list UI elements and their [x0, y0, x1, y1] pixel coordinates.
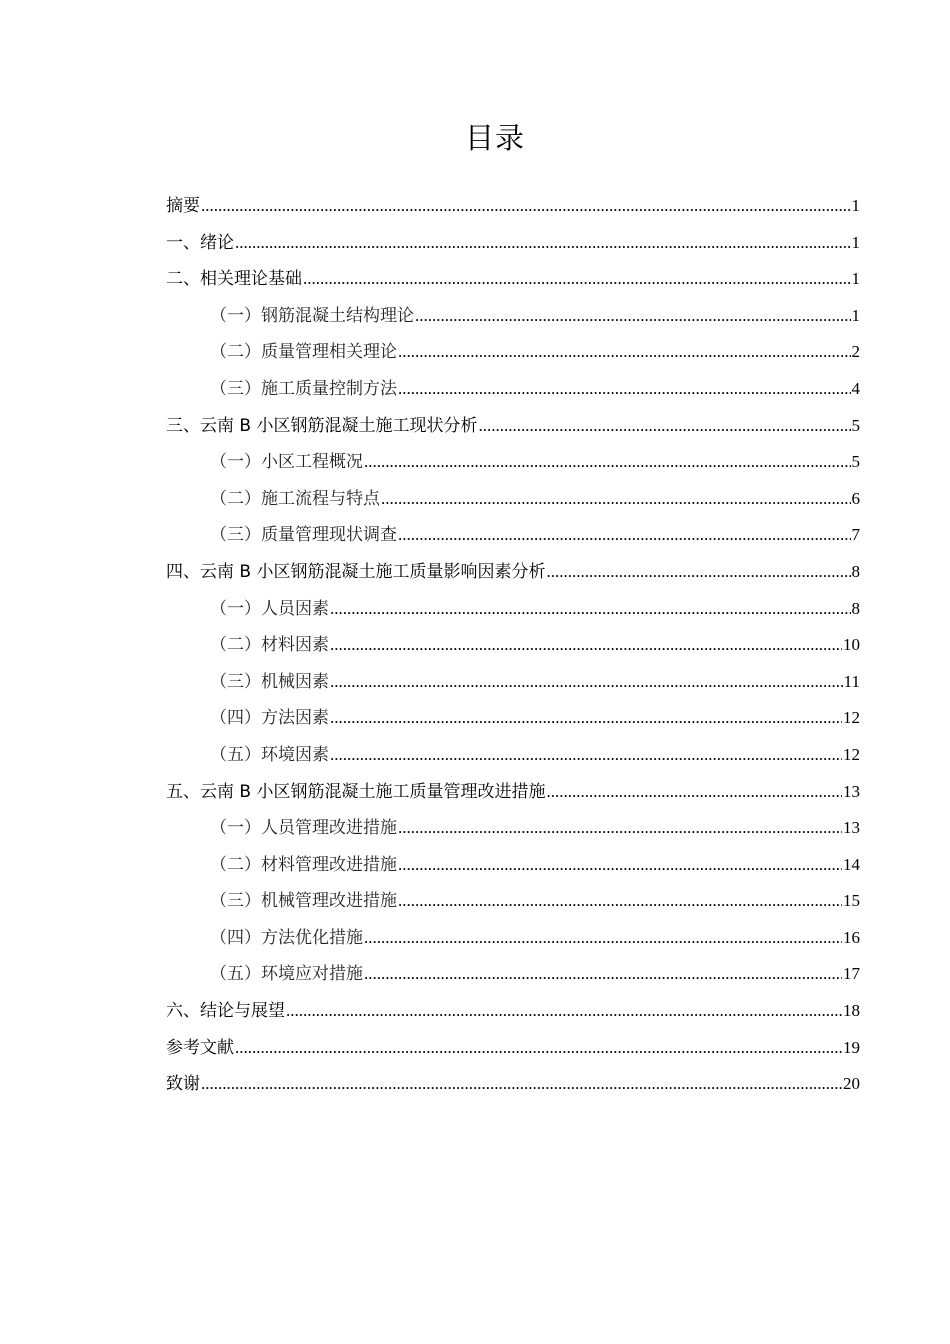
toc-dot-leader: [398, 517, 851, 554]
toc-page-number: 1: [851, 269, 860, 289]
toc-subentry[interactable]: [166, 847, 860, 884]
toc-page-number: 15: [843, 891, 860, 911]
toc-entry[interactable]: [166, 225, 860, 262]
toc-entry-label: （一）钢筋混凝土结构理论: [210, 305, 414, 326]
toc-page-number: 5: [851, 452, 860, 472]
toc-subentry[interactable]: [166, 627, 860, 664]
toc-page-number: 16: [843, 927, 860, 947]
toc-page-number: 1: [851, 196, 860, 215]
toc-entry[interactable]: [166, 993, 860, 1030]
toc-entry[interactable]: [166, 188, 860, 225]
toc-subentry[interactable]: [166, 883, 860, 920]
toc-subentry[interactable]: [166, 298, 860, 335]
toc-dot-leader: [201, 188, 851, 225]
toc-entry-label: （五）环境因素: [210, 744, 329, 765]
toc-subentry[interactable]: [166, 444, 860, 481]
toc-page-number: 1: [851, 305, 860, 325]
page-title: 目录: [464, 121, 525, 155]
toc-page-number: 17: [843, 964, 860, 984]
toc-subentry[interactable]: [166, 481, 860, 518]
toc-dot-leader: [330, 700, 842, 737]
toc-dot-leader: [330, 627, 842, 664]
toc-entry-label: （三）机械因素: [210, 671, 329, 692]
toc-subentry[interactable]: [166, 664, 860, 701]
toc-page-number: 2: [851, 342, 860, 362]
toc-dot-leader: [398, 883, 842, 920]
toc-page-number: 19: [843, 1037, 860, 1057]
toc-entry-label: （三）质量管理现状调查: [210, 525, 397, 546]
toc-dot-leader: [398, 371, 851, 408]
toc-entry-label: 致谢: [166, 1074, 200, 1095]
toc-dot-leader: [330, 737, 842, 774]
toc-entry-label: （一）人员管理改进措施: [210, 818, 397, 839]
toc-entry-label: （五）环境应对措施: [210, 964, 363, 985]
toc-entry-label: （四）方法优化措施: [210, 927, 363, 948]
toc-page-number: 14: [843, 854, 860, 874]
toc-page-number: 6: [851, 488, 860, 508]
toc-page-number: 18: [843, 1001, 860, 1021]
table-of-contents: [166, 188, 860, 1103]
toc-entry-label: （二）质量管理相关理论: [210, 342, 397, 363]
toc-page-number: 8: [851, 598, 860, 618]
toc-dot-leader: [201, 1066, 842, 1103]
toc-dot-leader: [364, 956, 842, 993]
toc-entry[interactable]: [166, 1066, 860, 1103]
toc-entry[interactable]: [166, 774, 860, 811]
toc-page-number: 12: [843, 744, 860, 764]
toc-entry-label: （四）方法因素: [210, 708, 329, 729]
toc-entry[interactable]: [166, 554, 860, 591]
toc-dot-leader: [235, 225, 851, 262]
toc-dot-leader: [330, 664, 843, 701]
toc-dot-leader: [398, 810, 842, 847]
toc-entry-label: （二）材料管理改进措施: [210, 854, 397, 875]
toc-page-number: 10: [843, 635, 860, 655]
toc-dot-leader: [546, 774, 842, 811]
toc-page-number: 11: [843, 671, 860, 691]
toc-dot-leader: [235, 1030, 842, 1067]
toc-entry[interactable]: [166, 261, 860, 298]
toc-page-number: 13: [843, 818, 860, 838]
toc-subentry[interactable]: [166, 591, 860, 628]
toc-subentry[interactable]: [166, 371, 860, 408]
toc-entry-label: 五、云南 B 小区钢筋混凝土施工质量管理改进措施: [166, 781, 546, 802]
toc-entry-label: （二）材料因素: [210, 635, 329, 656]
toc-entry-label: （一）小区工程概况: [210, 452, 363, 473]
toc-subentry[interactable]: [166, 737, 860, 774]
toc-page-number: 13: [843, 781, 860, 801]
toc-entry-label: 一、绪论: [166, 232, 234, 253]
toc-entry-label: 摘要: [166, 196, 200, 216]
toc-entry-label: 三、云南 B 小区钢筋混凝土施工现状分析: [166, 415, 478, 436]
toc-page-number: 20: [843, 1074, 860, 1094]
toc-entry[interactable]: [166, 1030, 860, 1067]
toc-page-number: 5: [851, 415, 860, 435]
toc-entry-label: （一）人员因素: [210, 598, 329, 619]
toc-subentry[interactable]: [166, 810, 860, 847]
toc-entry-label: 四、云南 B 小区钢筋混凝土施工质量影响因素分析: [166, 561, 546, 582]
toc-dot-leader: [286, 993, 842, 1030]
toc-entry-label: （三）施工质量控制方法: [210, 378, 397, 399]
toc-page-number: 12: [843, 708, 860, 728]
toc-dot-leader: [415, 298, 851, 335]
toc-dot-leader: [478, 408, 850, 445]
toc-subentry[interactable]: [166, 956, 860, 993]
toc-dot-leader: [398, 334, 851, 371]
toc-dot-leader: [303, 261, 851, 298]
toc-entry-label: （三）机械管理改进措施: [210, 891, 397, 912]
toc-subentry[interactable]: [166, 700, 860, 737]
toc-entry[interactable]: [166, 408, 860, 445]
toc-subentry[interactable]: [166, 517, 860, 554]
toc-dot-leader: [364, 444, 851, 481]
toc-entry-label: 参考文献: [166, 1037, 234, 1058]
toc-page-number: 4: [851, 378, 860, 398]
toc-page-number: 8: [851, 561, 860, 581]
toc-entry-label: 六、结论与展望: [166, 1001, 285, 1022]
toc-dot-leader: [364, 920, 842, 957]
toc-entry-label: （二）施工流程与特点: [210, 488, 380, 509]
toc-entry-label: 二、相关理论基础: [166, 269, 302, 290]
toc-dot-leader: [381, 481, 851, 518]
toc-dot-leader: [546, 554, 850, 591]
toc-dot-leader: [398, 847, 842, 884]
toc-subentry[interactable]: [166, 334, 860, 371]
toc-page-number: 7: [851, 525, 860, 545]
toc-subentry[interactable]: [166, 920, 860, 957]
toc-dot-leader: [330, 591, 851, 628]
toc-page-number: 1: [851, 232, 860, 252]
